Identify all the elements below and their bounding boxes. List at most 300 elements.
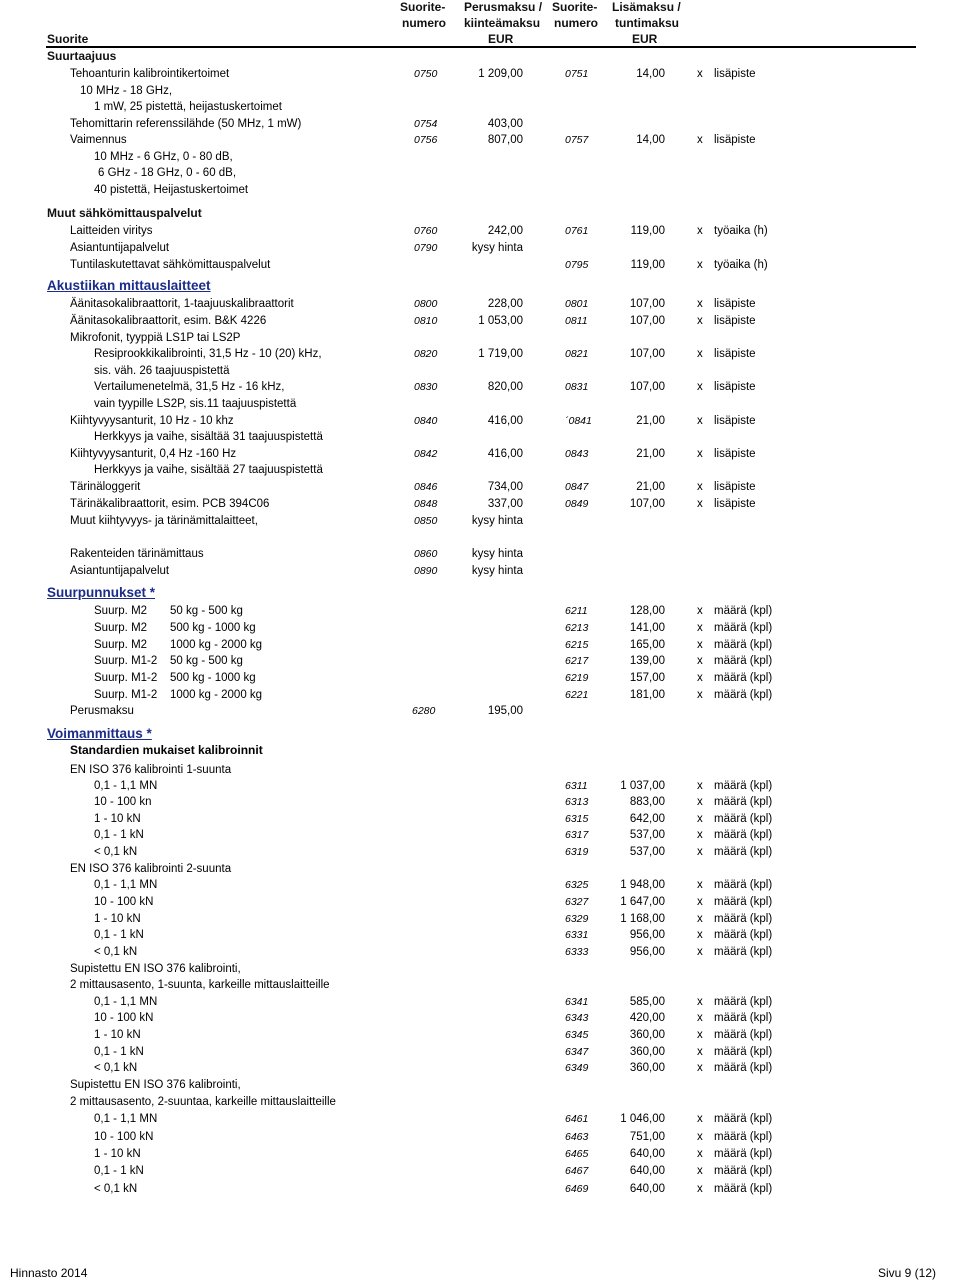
table-row [0,446,960,462]
row-multiplier: x [697,796,703,808]
row-description: Herkkyys ja vaihe, sisältää 27 taajuuspistettä [94,464,323,476]
row-base-price: 1 053,00 [478,315,523,327]
table-row [0,894,960,910]
row-unit: määrä (kpl) [714,996,773,1008]
row-description: Supistettu EN ISO 376 kalibrointi, [70,1079,241,1091]
row-multiplier: x [697,68,703,80]
row-unit: työaika (h) [714,259,768,271]
table-row [0,1010,960,1026]
row-number-base: 0760 [414,225,438,237]
row-number-extra: 6349 [565,1062,589,1074]
row-description: Resiprookkikalibrointi, 31,5 Hz - 10 (20) kHz, [94,348,322,360]
table-row [0,257,960,273]
row-description: 10 - 100 kN [94,1131,154,1143]
row-multiplier: x [697,298,703,310]
row-description: 0,1 - 1,1 MN [94,780,158,792]
row-extra-price: 956,00 [629,929,665,941]
table-row [0,687,960,703]
row-description: 1 - 10 kN [94,913,141,925]
row-extra-price: 1 168,00 [620,913,665,925]
row-description: 1 - 10 kN [94,813,141,825]
row-base-price: 337,00 [487,498,523,510]
row-extra-price: 107,00 [629,498,665,510]
row-unit: määrä (kpl) [714,846,773,858]
row-unit: määrä (kpl) [714,1113,773,1125]
row-number-base: 0840 [414,415,438,427]
row-unit: määrä (kpl) [714,1183,773,1195]
table-row [0,911,960,927]
row-multiplier: x [697,1012,703,1024]
row-base-price: 416,00 [487,448,523,460]
row-unit: määrä (kpl) [714,689,773,701]
row-description: 2 mittausasento, 2-suuntaa, karkeille mittauslaitteille [70,1096,336,1108]
row-multiplier: x [697,829,703,841]
row-base-price: kysy hinta [471,242,523,254]
row-base-price: 195,00 [487,705,523,717]
table-row [0,296,960,312]
row-number-base: 0848 [414,498,438,510]
row-description: Tehoanturin kalibrointikertoimet [70,68,230,80]
row-description: Suurp. M2 [94,605,148,617]
row-extra-price: 119,00 [630,225,665,237]
header-base-line1: Perusmaksu / [464,0,543,14]
row-multiplier: x [697,259,703,271]
table-row [0,240,960,256]
row-multiplier: x [697,896,703,908]
row-description: 10 - 100 kN [94,1012,154,1024]
table-row [0,620,960,636]
row-unit: määrä (kpl) [714,1148,773,1160]
row-description: Äänitasokalibraattorit, esim. B&K 4226 [70,315,267,327]
row-description: Mikrofonit, tyyppiä LS1P tai LS2P [70,332,241,344]
row-number-extra: 6341 [565,996,589,1008]
header-product: Suorite [47,32,89,46]
row-multiplier: x [697,1062,703,1074]
row-description: Laitteiden viritys [70,225,153,237]
table-row [0,1146,960,1162]
row-multiplier: x [697,879,703,891]
row-unit: määrä (kpl) [714,1131,773,1143]
subsection-standardien-kalibroinnit: Standardien mukaiset kalibroinnit [70,743,263,757]
row-extra-price: 1 647,00 [620,896,665,908]
row-description: Tärinäkalibraattorit, esim. PCB 394C06 [70,498,270,510]
row-multiplier: x [697,1148,703,1160]
row-number-base: 0810 [414,315,438,327]
row-multiplier: x [697,813,703,825]
table-row [0,844,960,860]
header-number1-line1: Suorite- [400,0,446,14]
row-number-base: 0850 [414,515,438,527]
row-extra-price: 642,00 [629,813,665,825]
table-row [0,1129,960,1145]
row-number-extra: 6343 [565,1012,589,1024]
table-row [0,479,960,495]
row-extra-price: 751,00 [629,1131,665,1143]
row-description: 0,1 - 1 kN [94,1165,144,1177]
row-number-base: 0830 [414,381,438,393]
row-extra-price: 537,00 [629,846,665,858]
row-extra-price: 14,00 [636,134,665,146]
row-number-extra: 6461 [565,1113,589,1125]
row-extra-price: 107,00 [629,381,665,393]
table-row [0,182,960,198]
row-multiplier: x [697,348,703,360]
row-unit: määrä (kpl) [714,929,773,941]
table-row [0,1181,960,1197]
row-description: 0,1 - 1,1 MN [94,879,158,891]
row-description: Äänitasokalibraattorit, 1-taajuuskalibraattorit [70,298,294,310]
section-voimanmittaus: Voimanmittaus * [47,726,152,741]
row-multiplier: x [697,946,703,958]
row-description: Perusmaksu [70,705,134,717]
row-description: EN ISO 376 kalibrointi 2-suunta [70,863,232,875]
row-number-extra: 0849 [565,498,589,510]
row-unit: määrä (kpl) [714,1029,773,1041]
row-number-extra: 6333 [565,946,589,958]
row-extra-price: 107,00 [629,315,665,327]
table-row [0,83,960,99]
row-number-extra: 0843 [565,448,589,460]
table-row [0,496,960,512]
row-description: 1 - 10 kN [94,1029,141,1041]
row-description: Kiihtyvyysanturit, 10 Hz - 10 khz [70,415,234,427]
row-range: 500 kg - 1000 kg [170,622,256,634]
row-number-extra: 6329 [565,913,589,925]
section-akustiikka: Akustiikan mittauslaitteet [47,278,211,293]
row-number-extra: 0751 [565,68,589,80]
row-description: Asiantuntijapalvelut [70,242,170,254]
table-row [0,546,960,562]
table-row [0,703,960,719]
row-base-price: 403,00 [487,118,523,130]
row-base-price: kysy hinta [471,515,523,527]
table-row [0,827,960,843]
row-description: 10 MHz - 18 GHz, [80,85,173,97]
row-description: 0,1 - 1 kN [94,829,144,841]
row-number-extra: 6217 [565,655,589,667]
header-number1-line2: numero [402,16,447,30]
header-number2-line1: Suorite- [552,0,598,14]
row-extra-price: 360,00 [629,1046,665,1058]
row-description: sis. väh. 26 taajuuspistettä [94,365,230,377]
section-suurtaajuus: Suurtaajuus [47,49,117,63]
row-number-base: 0800 [414,298,438,310]
row-unit: määrä (kpl) [714,796,773,808]
row-range: 50 kg - 500 kg [170,605,243,617]
table-row [0,977,960,993]
row-description: 1 mW, 25 pistettä, heijastuskertoimet [94,101,282,113]
row-range: 1000 kg - 2000 kg [170,639,263,651]
table-row [0,165,960,181]
header-base-line3: EUR [488,32,514,46]
row-unit: määrä (kpl) [714,1046,773,1058]
row-description: Suurp. M1-2 [94,672,158,684]
row-description: 10 - 100 kn [94,796,152,808]
row-extra-price: 420,00 [629,1012,665,1024]
row-extra-price: 107,00 [629,348,665,360]
row-multiplier: x [697,622,703,634]
row-unit: lisäpiste [714,348,756,360]
row-multiplier: x [697,1113,703,1125]
header-extra-line1: Lisämaksu / [612,0,681,14]
row-unit: lisäpiste [714,381,756,393]
row-description: vain tyypille LS2P, sis.11 taajuuspistettä [94,398,297,410]
row-unit: työaika (h) [714,225,768,237]
table-row [0,994,960,1010]
row-multiplier: x [697,134,703,146]
row-description: < 0,1 kN [94,946,138,958]
table-row [0,603,960,619]
row-description: Rakenteiden tärinämittaus [70,548,204,560]
row-description: 0,1 - 1 kN [94,929,144,941]
row-number-extra: 6219 [565,672,589,684]
header-rule [46,46,916,48]
table-row [0,363,960,379]
row-multiplier: x [697,913,703,925]
row-number-extra: 0795 [565,259,589,271]
row-extra-price: 119,00 [630,259,665,271]
row-number-base: 0790 [414,242,438,254]
row-base-price: 228,00 [487,298,523,310]
row-multiplier: x [697,639,703,651]
row-description: 2 mittausasento, 1-suunta, karkeille mittauslaitteille [70,979,330,991]
table-row [0,1027,960,1043]
row-description: Vertailumenetelmä, 31,5 Hz - 16 kHz, [94,381,285,393]
table-row [0,313,960,329]
row-range: 1000 kg - 2000 kg [170,689,263,701]
row-description: 0,1 - 1,1 MN [94,1113,158,1125]
row-description: Supistettu EN ISO 376 kalibrointi, [70,963,241,975]
header-extra-line2: tuntimaksu [615,16,680,30]
row-unit: määrä (kpl) [714,829,773,841]
row-base-price: kysy hinta [471,548,523,560]
row-number-extra: 6211 [565,605,588,617]
row-description: Tuntilaskutettavat sähkömittauspalvelut [70,259,271,271]
row-number-base: 0756 [414,134,438,146]
row-description: Kiihtyvyysanturit, 0,4 Hz -160 Hz [70,448,237,460]
row-number-extra: 0757 [565,134,589,146]
row-description: Vaimennus [70,134,127,146]
table-row [0,346,960,362]
row-unit: määrä (kpl) [714,622,773,634]
row-extra-price: 883,00 [629,796,665,808]
row-multiplier: x [697,315,703,327]
row-number-extra: 6467 [565,1165,589,1177]
row-unit: lisäpiste [714,315,756,327]
table-row [0,116,960,132]
row-description: 0,1 - 1 kN [94,1046,144,1058]
row-multiplier: x [697,225,703,237]
table-row [0,1163,960,1179]
row-multiplier: x [697,929,703,941]
row-extra-price: 360,00 [629,1029,665,1041]
row-base-price: 820,00 [487,381,523,393]
row-extra-price: 1 948,00 [620,879,665,891]
table-row [0,132,960,148]
row-number-extra: 6313 [565,796,589,808]
table-row [0,1111,960,1127]
row-unit: lisäpiste [714,498,756,510]
row-multiplier: x [697,605,703,617]
row-unit: lisäpiste [714,134,756,146]
row-range: 50 kg - 500 kg [170,655,243,667]
row-extra-price: 165,00 [629,639,665,651]
table-row [0,330,960,346]
row-description: Suurp. M1-2 [94,689,158,701]
row-extra-price: 107,00 [629,298,665,310]
table-row [0,670,960,686]
row-description: 6 GHz - 18 GHz, 0 - 60 dB, [98,167,237,179]
row-extra-price: 537,00 [629,829,665,841]
table-row [0,762,960,778]
row-multiplier: x [697,672,703,684]
row-multiplier: x [697,381,703,393]
table-row [0,861,960,877]
row-unit: määrä (kpl) [714,879,773,891]
row-extra-price: 640,00 [629,1183,665,1195]
footer-left: Hinnasto 2014 [10,1266,88,1280]
row-number-extra: 6315 [565,813,589,825]
row-number-extra: 6215 [565,639,589,651]
row-unit: määrä (kpl) [714,1165,773,1177]
row-base-price: 416,00 [487,415,523,427]
row-base-price: 242,00 [487,225,523,237]
row-description: < 0,1 kN [94,846,138,858]
section-suurpunnukset: Suurpunnukset * [47,585,156,600]
row-extra-price: 1 037,00 [620,780,665,792]
row-multiplier: x [697,780,703,792]
row-number-base: 0754 [414,118,438,130]
row-base-price: kysy hinta [471,565,523,577]
row-number-extra: 0811 [565,315,588,327]
row-extra-price: 141,00 [629,622,665,634]
row-description: EN ISO 376 kalibrointi 1-suunta [70,764,232,776]
row-number-extra: 6469 [565,1183,589,1195]
row-extra-price: 1 046,00 [620,1113,665,1125]
table-row [0,927,960,943]
row-extra-price: 956,00 [629,946,665,958]
row-number-extra: 6311 [565,780,588,792]
row-number-extra: ´0841 [565,415,592,427]
row-description: 0,1 - 1,1 MN [94,996,158,1008]
table-row [0,513,960,529]
row-extra-price: 157,00 [629,672,665,684]
row-description: 1 - 10 kN [94,1148,141,1160]
row-number-base: 0890 [414,565,438,577]
row-description: Suurp. M2 [94,622,148,634]
row-number-extra: 6327 [565,896,589,908]
header-number2-line2: numero [554,16,599,30]
table-row [0,99,960,115]
row-description: < 0,1 kN [94,1183,138,1195]
row-unit: määrä (kpl) [714,1062,773,1074]
table-row [0,1094,960,1110]
row-unit: lisäpiste [714,448,756,460]
row-description: < 0,1 kN [94,1062,138,1074]
row-extra-price: 139,00 [629,655,665,667]
table-row [0,1060,960,1076]
row-extra-price: 181,00 [629,689,665,701]
row-number-extra: 6345 [565,1029,589,1041]
row-number-extra: 0801 [565,298,589,310]
row-description: Suurp. M2 [94,639,148,651]
table-row [0,637,960,653]
table-row [0,961,960,977]
table-row [0,396,960,412]
row-extra-price: 585,00 [629,996,665,1008]
row-description: Muut kiihtyvyys- ja tärinämittalaitteet, [70,515,258,527]
row-number-extra: 0761 [565,225,589,237]
row-multiplier: x [697,1165,703,1177]
table-row [0,413,960,429]
row-number-extra: 6331 [565,929,589,941]
table-row [0,563,960,579]
table-row [0,877,960,893]
row-range: 500 kg - 1000 kg [170,672,256,684]
row-description: 40 pistettä, Heijastuskertoimet [94,184,249,196]
row-unit: määrä (kpl) [714,913,773,925]
row-multiplier: x [697,1029,703,1041]
row-base-price: 807,00 [487,134,523,146]
row-unit: lisäpiste [714,298,756,310]
row-multiplier: x [697,655,703,667]
row-extra-price: 360,00 [629,1062,665,1074]
row-number-base: 0750 [414,68,438,80]
row-number-extra: 6347 [565,1046,589,1058]
row-number-extra: 0831 [565,381,589,393]
row-number-extra: 6465 [565,1148,589,1160]
footer-page-number: Sivu 9 (12) [877,1266,936,1280]
row-multiplier: x [697,481,703,493]
table-row [0,462,960,478]
table-row [0,379,960,395]
row-base-price: 1 719,00 [478,348,523,360]
row-base-price: 734,00 [487,481,523,493]
row-multiplier: x [697,1046,703,1058]
table-row [0,778,960,794]
row-unit: määrä (kpl) [714,672,773,684]
row-description: 10 MHz - 6 GHz, 0 - 80 dB, [94,151,233,163]
row-unit: määrä (kpl) [714,639,773,651]
table-row [0,66,960,82]
row-multiplier: x [697,846,703,858]
row-unit: lisäpiste [714,68,756,80]
row-number-base: 0842 [414,448,438,460]
row-number-extra: 6319 [565,846,589,858]
row-extra-price: 21,00 [636,415,665,427]
table-row [0,149,960,165]
table-row [0,1044,960,1060]
table-row [0,1077,960,1093]
row-unit: määrä (kpl) [714,896,773,908]
row-number-base: 0846 [414,481,438,493]
row-description: Tärinäloggerit [70,481,141,493]
row-number-extra: 0821 [565,348,589,360]
table-row [0,223,960,239]
row-extra-price: 21,00 [636,448,665,460]
row-number-base: 6280 [412,705,436,717]
header-extra-line3: EUR [632,32,658,46]
row-number-extra: 6213 [565,622,589,634]
row-unit: lisäpiste [714,415,756,427]
table-row [0,653,960,669]
row-description: 10 - 100 kN [94,896,154,908]
row-multiplier: x [697,448,703,460]
row-unit: lisäpiste [714,481,756,493]
row-extra-price: 640,00 [629,1165,665,1177]
row-description: Tehomittarin referenssilähde (50 MHz, 1 mW) [70,118,302,130]
row-multiplier: x [697,1183,703,1195]
